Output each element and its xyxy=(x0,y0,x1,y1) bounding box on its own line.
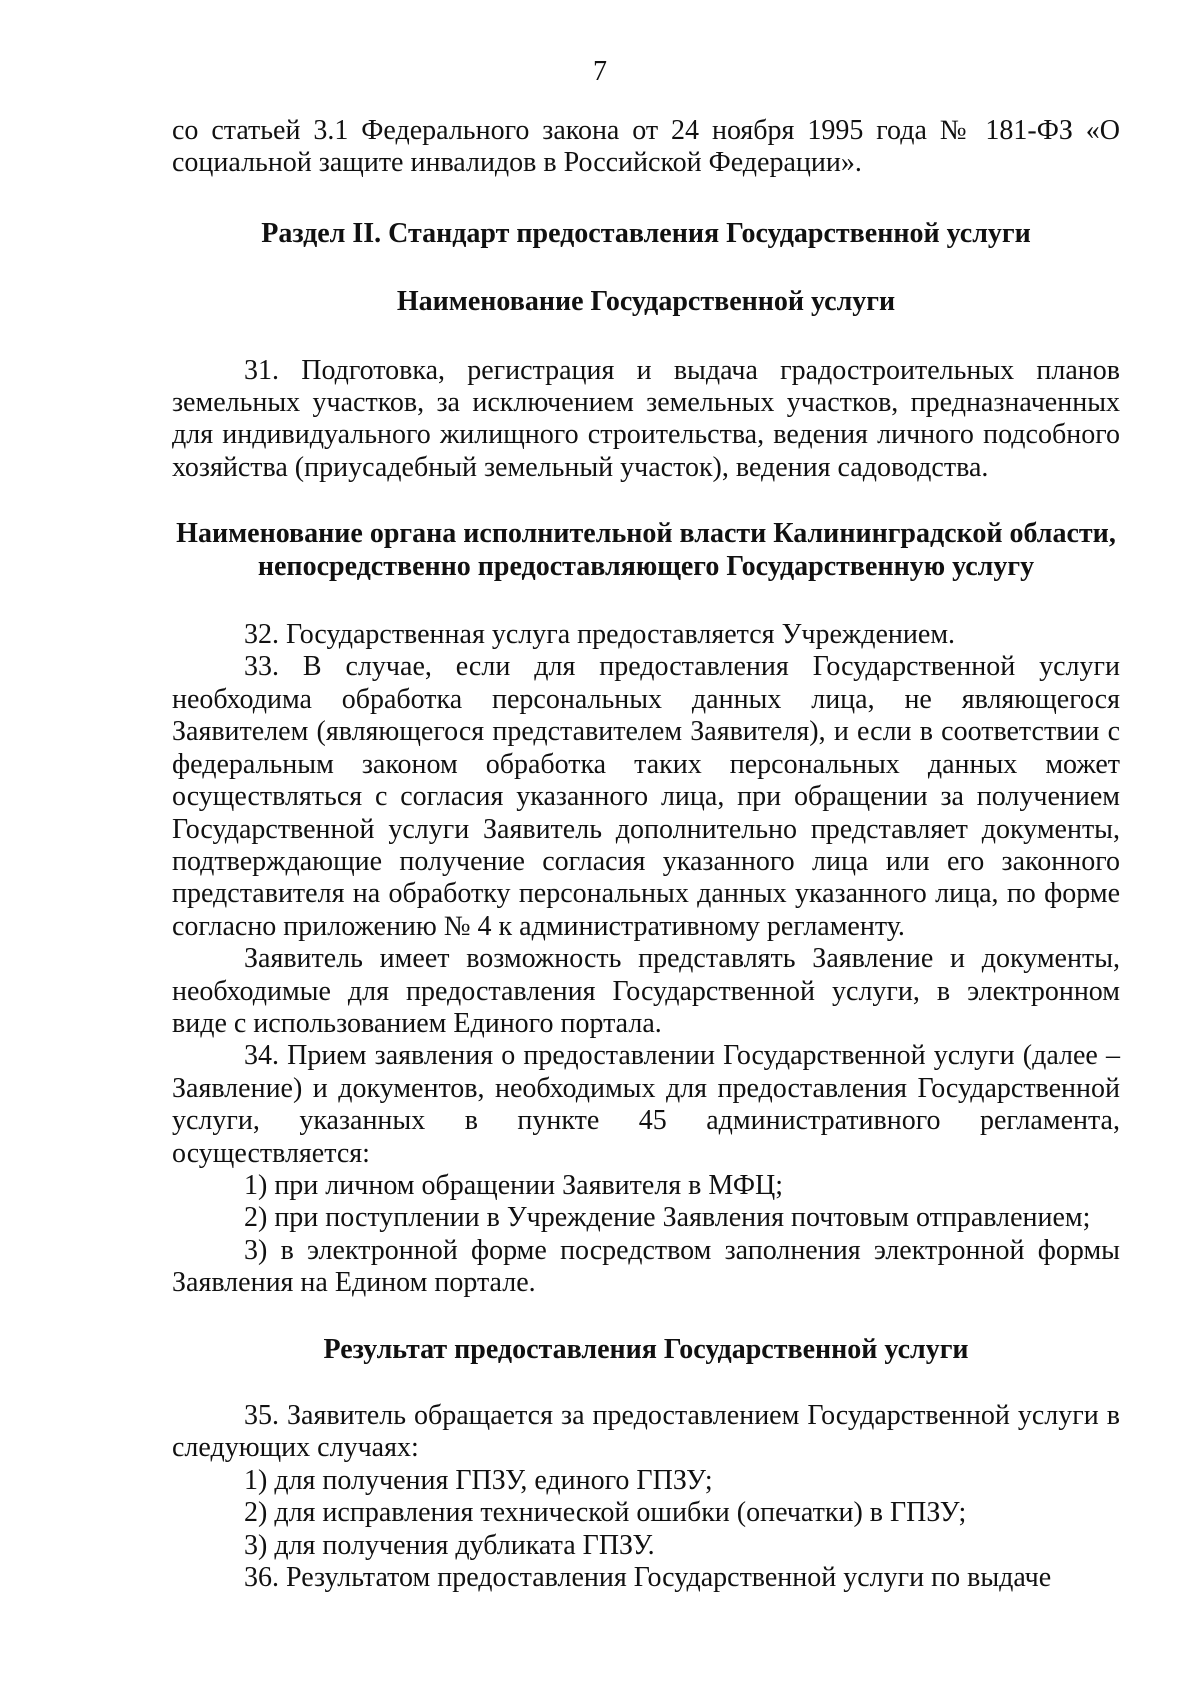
heading-result: Результат предоставления Государственной услуги xyxy=(323,1333,969,1365)
paragraph-33: 33. В случае, если для предоставления Государственной услуги необходима обработка персональных данных лица, не являющегося Заявителем (являющегося представителем Заявителя), и если в соответствии с федеральным законом обработка таких персональных данных может осуществляться с согласия указанного лица, при обращении за получением Государственной услуги Заявитель дополнительно представляет документы, подтверждающие получение согласия указанного лица или его законного представителя на обработку персональных данных указанного лица, по форме согласно приложению № 4 к административному регламенту. xyxy=(172,651,1120,942)
document-body xyxy=(172,115,1120,1594)
list-item: 1) при личном обращении Заявителя в МФЦ; xyxy=(244,1169,784,1201)
paragraph-36: 36. Результатом предоставления Государственной услуги по выдаче xyxy=(244,1562,1052,1594)
section-title: Раздел II. Стандарт предоставления Государственной услуги xyxy=(261,217,1031,249)
list-item: 3) в электронной форме посредством заполнения электронной формы Заявления на Едином портале. xyxy=(172,1234,1120,1299)
paragraph-31: 31. Подготовка, регистрация и выдача градостроительных планов земельных участков, за исключением земельных участков, предназначенных для индивидуального жилищного строительства, ведения личного подсобного хозяйства (приусадебный земельный участок), ведения садоводства. xyxy=(172,354,1120,483)
intro-paragraph: со статьей 3.1 Федерального закона от 24 ноября 1995 года № 181-ФЗ «О социальной защите инвалидов в Российской Федерации». xyxy=(172,115,1120,179)
page-number: 7 xyxy=(593,56,607,87)
list-item: 2) при поступлении в Учреждение Заявления почтовым отправлением; xyxy=(244,1202,1091,1234)
heading-service-name: Наименование Государственной услуги xyxy=(396,286,896,318)
paragraph-35: 35. Заявитель обращается за предоставлением Государственной услуги в следующих случаях: xyxy=(172,1400,1120,1464)
heading-authority: Наименование органа исполнительной власти Калининградской области, непосредственно предоставляющего Государственную услугу xyxy=(176,518,1116,582)
paragraph-34: 34. Прием заявления о предоставлении Государственной услуги (далее – Заявление) и документов, необходимых для предоставления Государственной услуги, указанных в пункте 45 административного регламента, осуществляется: xyxy=(172,1040,1120,1169)
paragraph-32: 32. Государственная услуга предоставляется Учреждением. xyxy=(244,619,956,651)
paragraph-33-electronic: Заявитель имеет возможность представлять Заявление и документы, необходимые для предоставления Государственной услуги, в электронном виде с использованием Единого портала. xyxy=(172,943,1120,1039)
list-item: 1) для получения ГПЗУ, единого ГПЗУ; xyxy=(244,1464,713,1496)
list-item: 2) для исправления технической ошибки (опечатки) в ГПЗУ; xyxy=(244,1497,967,1529)
list-item: 3) для получения дубликата ГПЗУ. xyxy=(244,1529,655,1561)
